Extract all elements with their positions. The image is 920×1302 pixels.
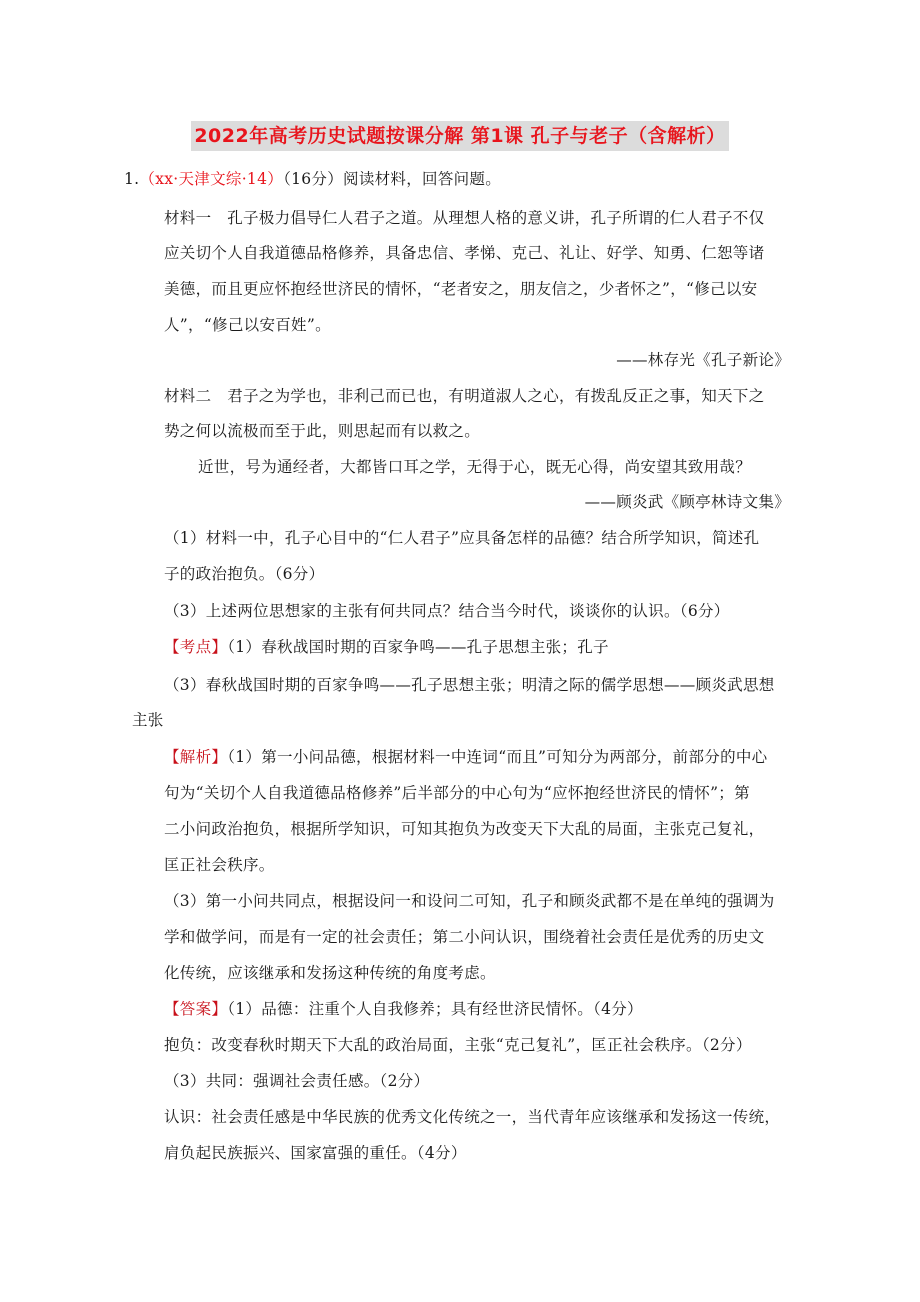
daan-text: （1）品德：注重个人自我修养；具有经世济民情怀。（4分） (227, 1000, 643, 1018)
material-two-citation: ——顾炎武《顾亭林诗文集》 (584, 493, 790, 511)
jiexi-tag: 【解析】 (164, 748, 228, 766)
question-number: 1. (124, 170, 140, 188)
daan-line: （3）共同：强调社会责任感。（2分） (164, 1072, 430, 1090)
material-one-line: 应关切个人自我道德品格修养，具备忠信、孝悌、克己、礼让、好学、知勇、仁恕等诸 (164, 244, 765, 262)
document-title: 2022年高考历史试题按课分解 第1课 孔子与老子（含解析） (191, 121, 728, 151)
jiexi-line: 句为“关切个人自我道德品格修养”后半部分的中心句为“应怀抱经世济民的情怀”；第 (164, 784, 750, 802)
kaodian-line: （3）春秋战国时期的百家争鸣——孔子思想主张；明清之际的儒学思想——顾炎武思想 (164, 676, 775, 694)
material-two-line: 势之何以流极而至于此，则思起而有以救之。 (164, 422, 481, 440)
material-one-line: 美德，而且更应怀抱经世济民的情怀，“老者安之，朋友信之，少者怀之”，“修己以安 (164, 280, 758, 298)
material-one-citation: ——林存光《孔子新论》 (616, 351, 790, 369)
sub-question-3: （3）上述两位思想家的主张有何共同点？结合当今时代，谈谈你的认识。（6分） (164, 602, 730, 620)
jiexi-line: 学和做学问，而是有一定的社会责任；第二小问认识，围绕着社会责任是优秀的历史文 (164, 928, 765, 946)
question-source: （xx·天津文综·14） (139, 170, 284, 188)
material-one-line: 人”，“修己以安百姓”。 (164, 316, 331, 334)
sub-question-1-line: 子的政治抱负。（6分） (164, 565, 325, 583)
kaodian-tag: 【考点】 (164, 638, 228, 656)
material-two-line: 材料二 君子之为学也，非利己而已也，有明道淑人之心，有拨乱反正之事，知天下之 (164, 387, 765, 405)
jiexi-line: 匡正社会秩序。 (164, 856, 275, 874)
sub-question-1-line: （1）材料一中，孔子心目中的“仁人君子”应具备怎样的品德？结合所学知识，简述孔 (164, 529, 760, 547)
daan-tag: 【答案】 (164, 1000, 228, 1018)
daan-line: 肩负起民族振兴、国家富强的重任。（4分） (164, 1144, 467, 1162)
jiexi-line (164, 746, 767, 768)
daan-line (164, 998, 643, 1020)
kaodian-line: 主张 (132, 711, 164, 729)
kaodian-line (164, 636, 609, 658)
daan-line: 抱负：改变春秋时期天下大乱的政治局面，主张“克己复礼”，匡正社会秩序。（2分） (164, 1036, 752, 1054)
jiexi-text: （1）第一小问品德，根据材料一中连词“而且”可知分为两部分，前部分的中心 (227, 748, 768, 766)
jiexi-line: （3）第一小问共同点，根据设问一和设问二可知，孔子和顾炎武都不是在单纯的强调为 (164, 892, 775, 910)
jiexi-line: 二小问政治抱负，根据所学知识，可知其抱负为改变天下大乱的局面，主张克己复礼， (164, 820, 765, 838)
material-one-line: 材料一 孔子极力倡导仁人君子之道。从理想人格的意义讲，孔子所谓的仁人君子不仅 (164, 209, 765, 227)
question-intro: （16分）阅读材料，回答问题。 (283, 170, 502, 188)
material-two-line: 近世，号为通经者，大都皆口耳之学，无得于心，既无心得，尚安望其致用哉？ (198, 458, 752, 476)
jiexi-line: 化传统，应该继承和发扬这种传统的角度考虑。 (164, 964, 496, 982)
title-wrap (0, 121, 920, 151)
question-header (124, 168, 501, 190)
kaodian-text: （1）春秋战国时期的百家争鸣——孔子思想主张；孔子 (227, 638, 609, 656)
daan-line: 认识：社会责任感是中华民族的优秀文化传统之一，当代青年应该继承和发扬这一传统， (164, 1108, 781, 1126)
